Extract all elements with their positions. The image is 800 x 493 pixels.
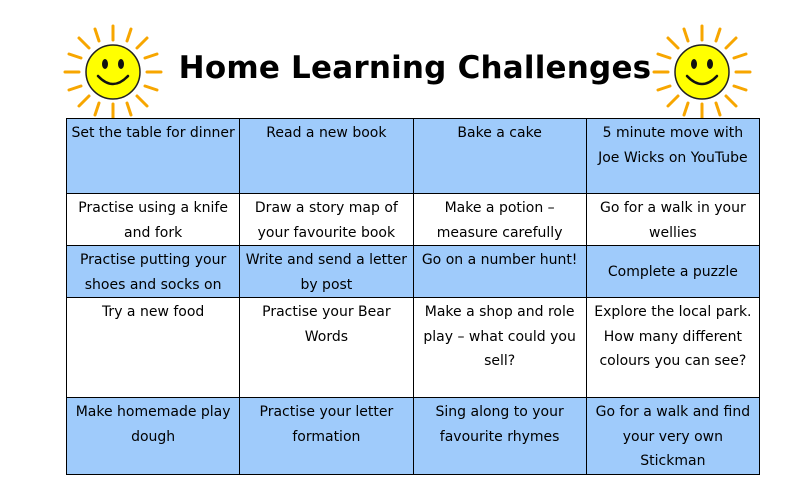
challenge-cell: Practise your letter formation	[240, 398, 413, 475]
challenge-cell: Try a new food	[67, 298, 240, 398]
challenge-cell: Read a new book	[240, 119, 413, 194]
challenge-cell: 5 minute move with Joe Wicks on YouTube	[586, 119, 759, 194]
challenge-grid	[66, 118, 760, 475]
challenge-row	[67, 298, 760, 398]
challenge-cell: Sing along to your favourite rhymes	[413, 398, 586, 475]
challenge-cell: Practise your Bear Words	[240, 298, 413, 398]
challenge-row	[67, 119, 760, 194]
challenge-cell: Complete a puzzle	[586, 246, 759, 298]
challenge-cell: Make a shop and role play – what could you sell?	[413, 298, 586, 398]
page-title: Home Learning Challenges	[178, 50, 652, 86]
challenge-cell: Write and send a letter by post	[240, 246, 413, 298]
challenge-row	[67, 246, 760, 298]
challenge-cell: Explore the local park. How many different colours you can see?	[586, 298, 759, 398]
challenge-cell: Make a potion – measure carefully	[413, 194, 586, 246]
challenge-cell: Set the table for dinner	[67, 119, 240, 194]
challenge-cell: Practise using a knife and fork	[67, 194, 240, 246]
challenge-cell: Go for a walk and find your very own Stickman	[586, 398, 759, 475]
challenge-cell: Draw a story map of your favourite book	[240, 194, 413, 246]
challenge-row	[67, 194, 760, 246]
challenge-cell: Bake a cake	[413, 119, 586, 194]
challenge-cell: Go on a number hunt!	[413, 246, 586, 298]
challenge-cell: Make homemade play dough	[67, 398, 240, 475]
challenge-row	[67, 398, 760, 475]
challenge-cell: Practise putting your shoes and socks on	[67, 246, 240, 298]
challenge-cell: Go for a walk in your wellies	[586, 194, 759, 246]
